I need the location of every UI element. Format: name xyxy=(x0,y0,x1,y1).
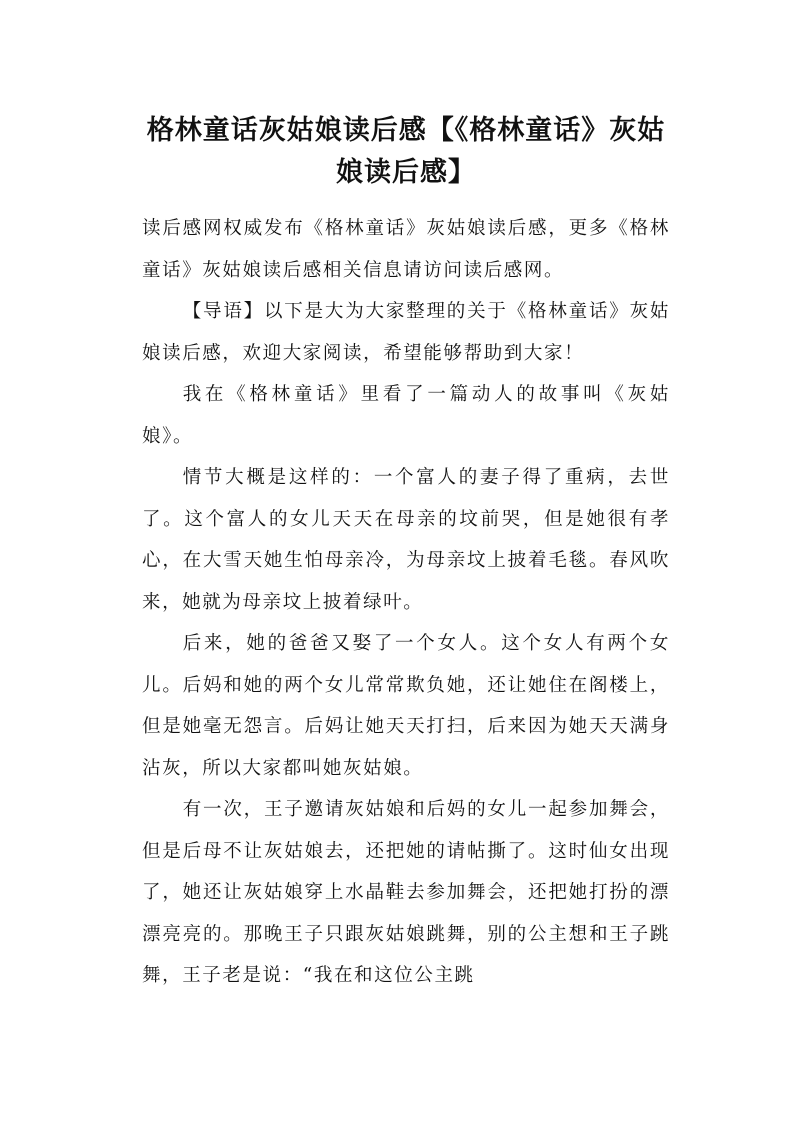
paragraph: 有一次，王子邀请灰姑娘和后妈的女儿一起参加舞会，但是后母不让灰姑娘去，还把她的请帖撕了。这时仙女出现了，她还让灰姑娘穿上水晶鞋去参加舞会，还把她打扮的漂漂亮亮的。那晚王子只跟灰姑娘跳舞，别的公主想和王子跳舞，王子老是说：“我在和这位公主跳 xyxy=(142,799,670,986)
document-title: 格林童话灰姑娘读后感【《格林童话》灰姑娘读后感】 xyxy=(146,115,666,188)
paragraph: 读后感网权威发布《格林童话》灰姑娘读后感，更多《格林童话》灰姑娘读后感相关信息请访问读后感网。 xyxy=(142,218,670,281)
document-page xyxy=(142,110,670,997)
paragraph: 情节大概是这样的：一个富人的妻子得了重病，去世了。这个富人的女儿天天在母亲的坟前哭，但是她很有孝心，在大雪天她生怕母亲冷，为母亲坟上披着毛毯。春风吹来，她就为母亲坟上披着绿叶。 xyxy=(142,467,670,613)
paragraph: 我在《格林童话》里看了一篇动人的故事叫《灰姑娘》。 xyxy=(142,384,670,447)
paragraph: 【导语】以下是大为大家整理的关于《格林童话》灰姑娘读后感，欢迎大家阅读，希望能够帮助到大家！ xyxy=(142,301,670,364)
document-body xyxy=(142,208,670,997)
paragraph: 后来，她的爸爸又娶了一个女人。这个女人有两个女儿。后妈和她的两个女儿常常欺负她，还让她住在阁楼上，但是她毫无怨言。后妈让她天天打扫，后来因为她天天满身沾灰，所以大家都叫她灰姑娘。 xyxy=(142,633,670,779)
